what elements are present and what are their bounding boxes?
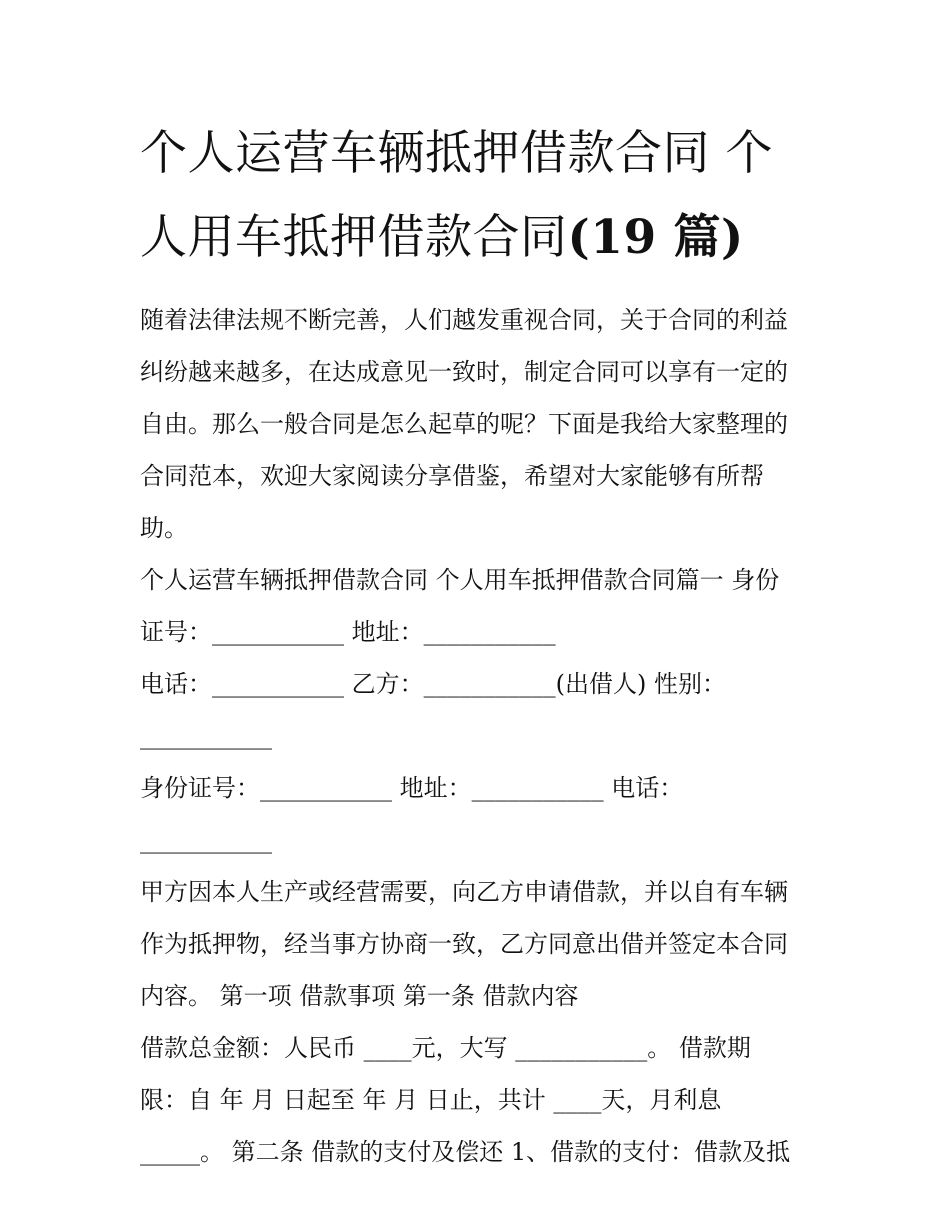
- title-line-1: 个人运营车辆抵押借款合同 个: [140, 126, 773, 181]
- body-line: 借款总金额：人民币 ____元，大写 ___________。 借款期: [140, 1034, 751, 1062]
- document-page: [140, 112, 820, 1178]
- body-text: [140, 294, 820, 1178]
- title-count: (19 篇): [567, 210, 744, 265]
- body-line: 证号：___________ 地址：___________: [140, 618, 556, 646]
- body-line: ___________: [140, 722, 272, 750]
- title-line-2-text: 人用车抵押借款合同: [140, 210, 568, 265]
- body-line: 自由。那么一般合同是怎么起草的呢？下面是我给大家整理的: [140, 410, 788, 438]
- body-line: 个人运营车辆抵押借款合同 个人用车抵押借款合同篇一 身份: [140, 566, 780, 594]
- body-line: ___________: [140, 826, 272, 854]
- body-line: 限：自 年 月 日起至 年 月 日止，共计 ____天，月利息: [140, 1086, 722, 1114]
- body-line: 纠纷越来越多，在达成意见一致时，制定合同可以享有一定的: [140, 358, 788, 386]
- body-line: 内容。 第一项 借款事项 第一条 借款内容: [140, 982, 579, 1010]
- body-line: 甲方因本人生产或经营需要，向乙方申请借款，并以自有车辆: [140, 878, 788, 906]
- body-line: 身份证号：___________ 地址：___________ 电话：: [140, 774, 684, 802]
- title-line-2: [140, 196, 820, 280]
- body-line: 助。: [140, 514, 188, 542]
- body-line: 合同范本，欢迎大家阅读分享借鉴，希望对大家能够有所帮: [140, 462, 764, 490]
- body-line: 作为抵押物，经当事方协商一致，乙方同意出借并签定本合同: [140, 930, 788, 958]
- body-line: 电话：___________ 乙方：___________(出借人) 性别：: [140, 670, 726, 698]
- body-line: _____。 第二条 借款的支付及偿还 1、借款的支付：借款及抵: [140, 1138, 791, 1166]
- document-title: [140, 112, 820, 280]
- body-line: 随着法律法规不断完善，人们越发重视合同，关于合同的利益: [140, 306, 788, 334]
